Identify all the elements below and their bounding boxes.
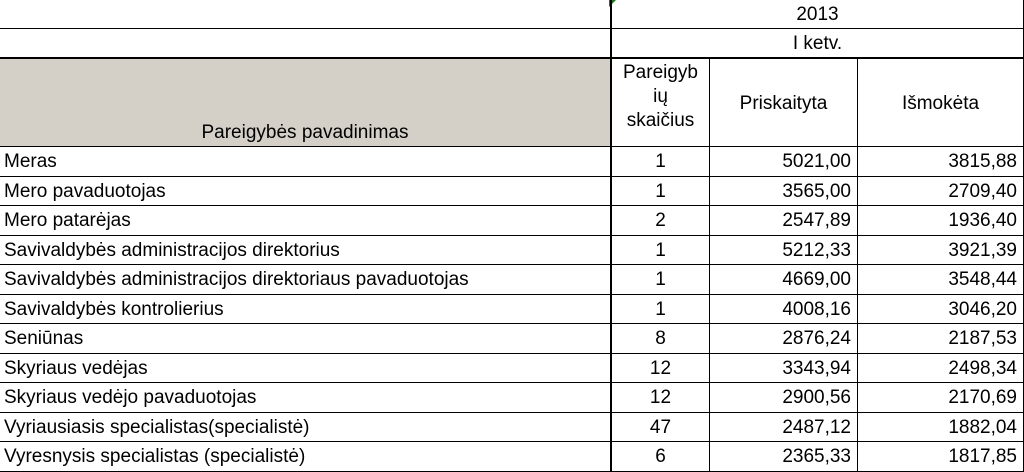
row-name-cell[interactable]: Seniūnas [0, 324, 611, 354]
row-paid-cell[interactable]: 2170,69 [858, 383, 1024, 413]
row-paid-cell[interactable]: 3921,39 [858, 236, 1024, 266]
row-count-cell[interactable]: 12 [611, 383, 710, 413]
column-header-count-line3: skaičius [626, 110, 695, 131]
column-header-accrued[interactable]: Priskaityta [710, 58, 858, 147]
row-name-cell[interactable]: Savivaldybės administracijos direktoriaus pavaduotojas [0, 265, 611, 295]
row-count-cell[interactable]: 1 [611, 147, 710, 177]
year-header[interactable]: 2013 [611, 0, 1024, 29]
row-accrued-cell[interactable]: 3565,00 [710, 177, 858, 207]
row-paid-cell[interactable]: 2709,40 [858, 177, 1024, 207]
row-name-cell[interactable]: Mero pavaduotojas [0, 177, 611, 207]
row-paid-cell[interactable]: 1936,40 [858, 206, 1024, 236]
row-accrued-cell[interactable]: 2487,12 [710, 413, 858, 443]
row-accrued-cell[interactable]: 2547,89 [710, 206, 858, 236]
row-accrued-cell[interactable]: 3343,94 [710, 354, 858, 384]
row-paid-cell[interactable]: 3815,88 [858, 147, 1024, 177]
row-accrued-cell[interactable]: 5212,33 [710, 236, 858, 266]
row-count-cell[interactable]: 1 [611, 295, 710, 325]
row-paid-cell[interactable]: 1817,85 [858, 442, 1024, 472]
row-count-cell[interactable]: 47 [611, 413, 710, 443]
row-count-cell[interactable]: 6 [611, 442, 710, 472]
row-accrued-cell[interactable]: 4008,16 [710, 295, 858, 325]
column-header-count[interactable] [611, 58, 710, 147]
empty-cell[interactable] [0, 0, 611, 29]
column-header-name[interactable] [0, 58, 611, 147]
row-name-cell[interactable]: Vyriausiasis specialistas(specialistė) [0, 413, 611, 443]
column-header-paid[interactable]: Išmokėta [858, 58, 1024, 147]
row-name-cell[interactable]: Skyriaus vedėjas [0, 354, 611, 384]
row-name-cell[interactable]: Savivaldybės administracijos direktorius [0, 236, 611, 266]
row-paid-cell[interactable]: 3548,44 [858, 265, 1024, 295]
empty-cell[interactable] [0, 29, 611, 58]
column-header-count-line2: ių [653, 86, 668, 107]
row-count-cell[interactable]: 1 [611, 177, 710, 207]
row-paid-cell[interactable]: 2187,53 [858, 324, 1024, 354]
row-name-cell[interactable]: Vyresnysis specialistas (specialistė) [0, 442, 611, 472]
row-name-cell[interactable]: Meras [0, 147, 611, 177]
column-header-name-label: Pareigybės pavadinimas [201, 122, 409, 143]
row-name-cell[interactable]: Mero patarėjas [0, 206, 611, 236]
row-accrued-cell[interactable]: 2876,24 [710, 324, 858, 354]
row-count-cell[interactable]: 8 [611, 324, 710, 354]
row-paid-cell[interactable]: 3046,20 [858, 295, 1024, 325]
quarter-header[interactable]: I ketv. [611, 29, 1024, 58]
row-accrued-cell[interactable]: 2365,33 [710, 442, 858, 472]
row-count-cell[interactable]: 2 [611, 206, 710, 236]
row-count-cell[interactable]: 12 [611, 354, 710, 384]
row-accrued-cell[interactable]: 2900,56 [710, 383, 858, 413]
column-header-count-line1: Pareigyb [623, 62, 698, 83]
row-accrued-cell[interactable]: 4669,00 [710, 265, 858, 295]
row-name-cell[interactable]: Savivaldybės kontrolierius [0, 295, 611, 325]
row-paid-cell[interactable]: 2498,34 [858, 354, 1024, 384]
row-accrued-cell[interactable]: 5021,00 [710, 147, 858, 177]
row-count-cell[interactable]: 1 [611, 236, 710, 266]
row-count-cell[interactable]: 1 [611, 265, 710, 295]
row-paid-cell[interactable]: 1882,04 [858, 413, 1024, 443]
row-name-cell[interactable]: Skyriaus vedėjo pavaduotojas [0, 383, 611, 413]
